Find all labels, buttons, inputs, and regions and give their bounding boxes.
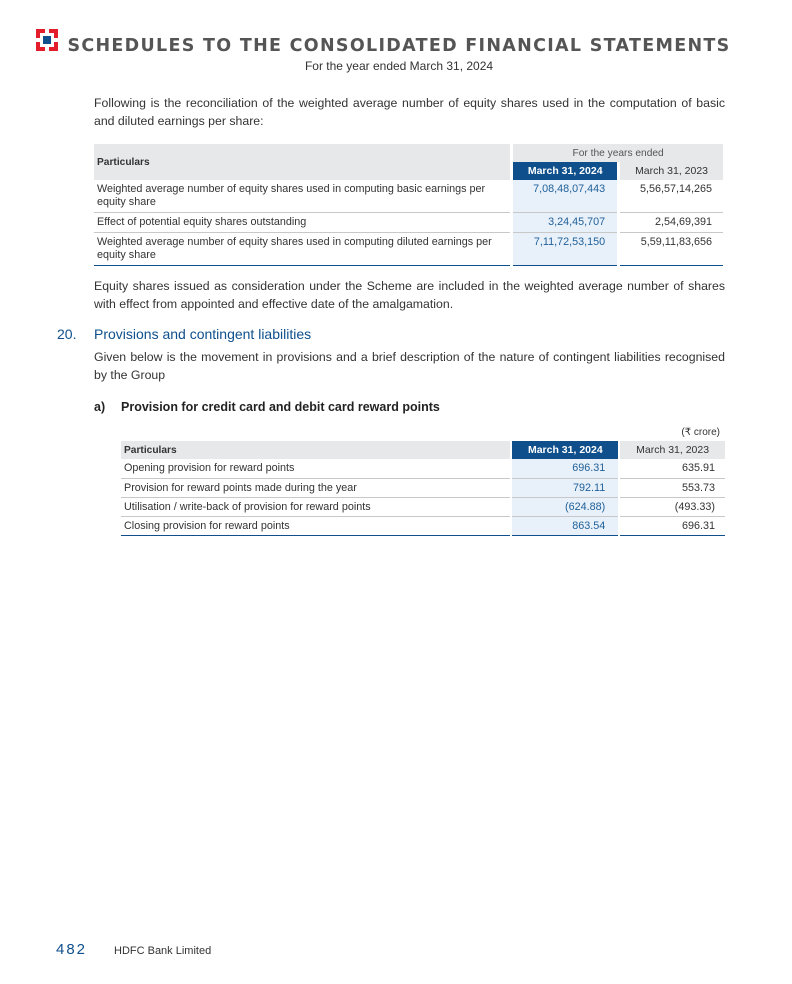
intro-paragraph: Following is the reconciliation of the weighted average number of equity shares used in the computation of basic and diluted earnings per share: (94, 96, 725, 128)
rewards-row-current: 863.54 (512, 516, 618, 535)
eps-col-previous: March 31, 2023 (620, 162, 723, 180)
rewards-row-label: Provision for reward points made during the year (121, 478, 510, 497)
eps-row-previous: 5,56,57,14,265 (620, 180, 723, 213)
unit-label: (₹ crore) (681, 427, 720, 438)
rewards-row-current: (624.88) (512, 497, 618, 516)
page-subtitle: For the year ended March 31, 2024 (304, 59, 494, 73)
eps-years-ended-header: For the years ended (513, 144, 723, 162)
scheme-note-paragraph: Equity shares issued as consideration under the Scheme are included in the weighted average number of shares with effect from appointed and effective date of the amalgamation. (94, 279, 725, 311)
eps-row-label: Effect of potential equity shares outstanding (94, 213, 510, 233)
rewards-row-previous: (493.33) (620, 497, 725, 516)
rewards-row-label: Utilisation / write-back of provision for reward points (121, 497, 510, 516)
rewards-particulars-header: Particulars (121, 441, 510, 459)
table-row (121, 497, 725, 516)
reward-points-table (121, 441, 725, 536)
subsection-title: Provision for credit card and debit card reward points (121, 400, 440, 414)
eps-row-label: Weighted average number of equity shares used in computing basic earnings per equity share (94, 180, 510, 213)
page-number: 482 (56, 941, 88, 958)
eps-reconciliation-table (94, 144, 723, 266)
rewards-row-label: Closing provision for reward points (121, 516, 510, 535)
table-row (94, 213, 723, 233)
subsection-letter: a) (94, 400, 106, 414)
eps-row-previous: 5,59,11,83,656 (620, 233, 723, 266)
eps-particulars-header: Particulars (94, 144, 510, 180)
page-title: SCHEDULES TO THE CONSOLIDATED FINANCIAL STATEMENTS (67, 36, 731, 56)
section-title: Provisions and contingent liabilities (94, 326, 312, 342)
rewards-row-previous: 635.91 (620, 459, 725, 478)
rewards-row-previous: 696.31 (620, 516, 725, 535)
section-description: Given below is the movement in provisions and a brief description of the nature of contingent liabilities recognised by the Group (94, 350, 725, 382)
table-row (121, 459, 725, 478)
rewards-col-current: March 31, 2024 (512, 441, 618, 459)
table-row (94, 233, 723, 266)
table-row (121, 478, 725, 497)
table-row (94, 180, 723, 213)
eps-row-current: 7,08,48,07,443 (513, 180, 617, 213)
eps-row-label: Weighted average number of equity shares used in computing diluted earnings per equity share (94, 233, 510, 266)
section-number: 20. (57, 326, 77, 342)
eps-row-current: 3,24,45,707 (513, 213, 617, 233)
rewards-row-label: Opening provision for reward points (121, 459, 510, 478)
eps-row-current: 7,11,72,53,150 (513, 233, 617, 266)
table-row (121, 516, 725, 535)
footer-company-name: HDFC Bank Limited (114, 945, 212, 957)
eps-row-previous: 2,54,69,391 (620, 213, 723, 233)
rewards-row-current: 696.31 (512, 459, 618, 478)
rewards-row-current: 792.11 (512, 478, 618, 497)
rewards-row-previous: 553.73 (620, 478, 725, 497)
rewards-col-previous: March 31, 2023 (620, 441, 725, 459)
eps-col-current: March 31, 2024 (513, 162, 617, 180)
